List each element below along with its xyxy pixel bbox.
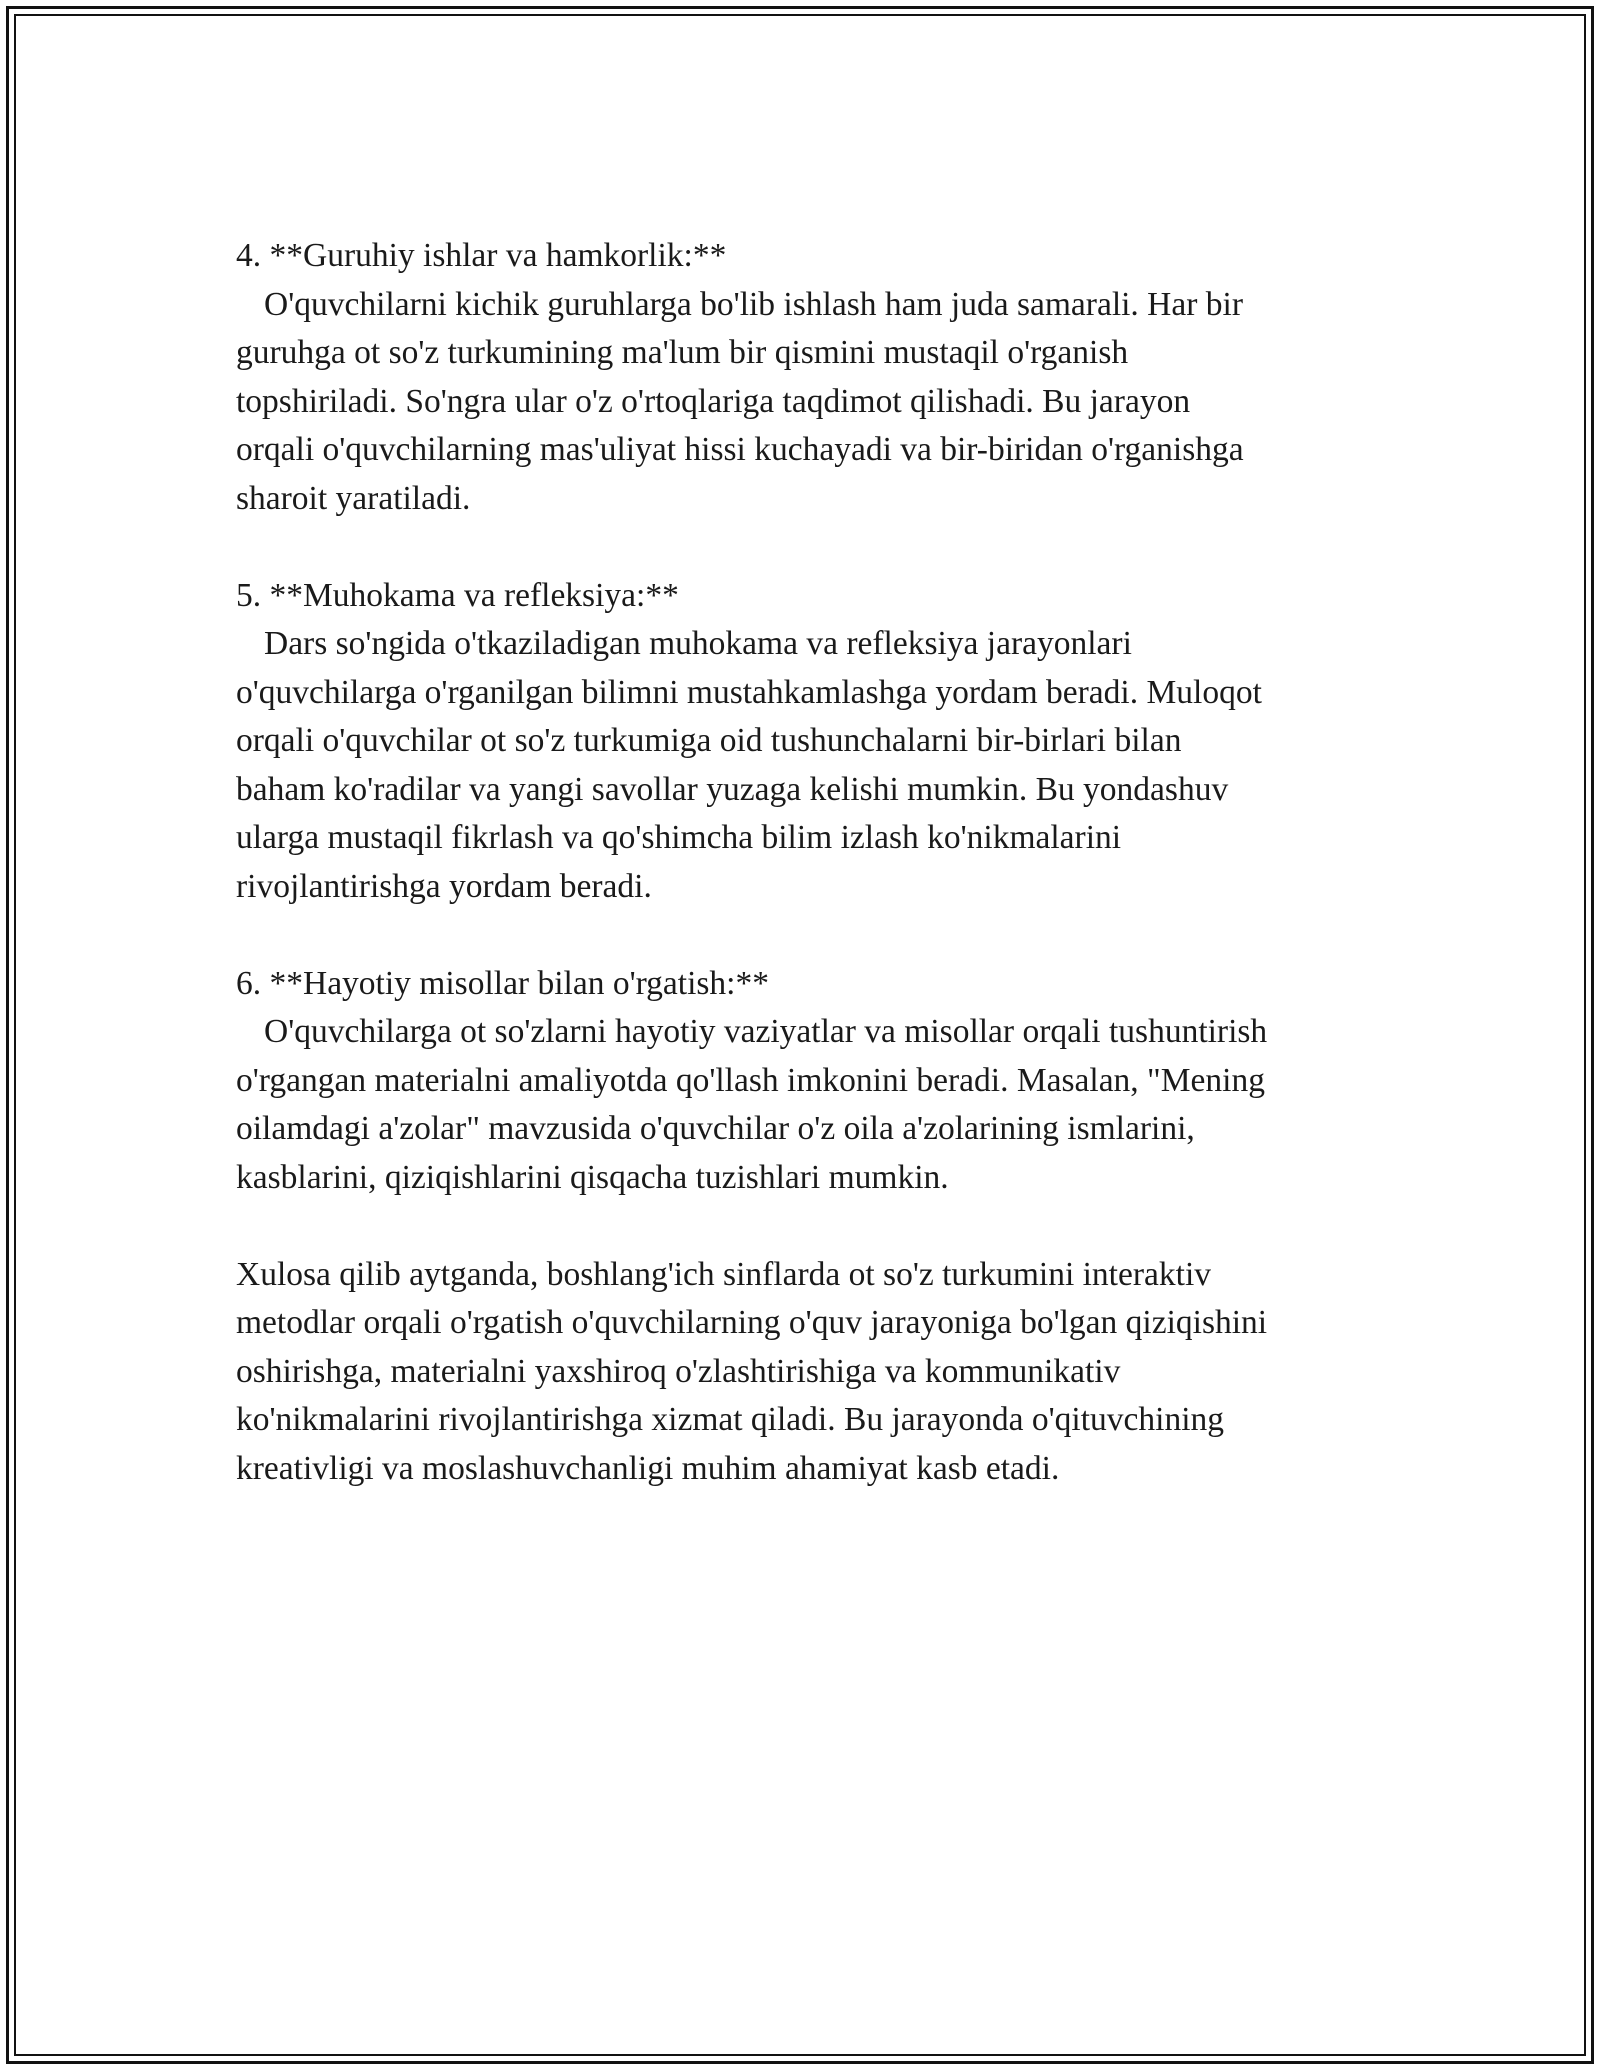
- paragraph-line: ko'nikmalarini rivojlantirishga xizmat qiladi. Bu jarayonda o'qituvchining: [236, 1401, 1225, 1438]
- paragraph-line: o'rgangan materialni amaliyotda qo'llash imkonini beradi. Masalan, "Mening: [236, 1061, 1265, 1099]
- paragraph-line: guruhga ot so'z turkumining ma'lum bir qismini mustaqil o'rganish: [236, 334, 1129, 371]
- paragraph-line: Dars so'ngida o'tkaziladigan muhokama va refleksiya jarayonlari: [264, 625, 1132, 662]
- section-group-work: [236, 232, 1396, 523]
- section-heading: 4. **Guruhiy ishlar va hamkorlik:**: [236, 237, 727, 274]
- paragraph-line: topshiriladi. So'ngra ular o'z o'rtoqlariga taqdimot qilishadi. Bu jarayon: [236, 382, 1191, 420]
- paragraph-line: kasblarini, qiziqishlarini qisqacha tuzishlari mumkin.: [236, 1158, 949, 1196]
- paragraph-line: oilamdagi a'zolar" mavzusida o'quvchilar o'z oila a'zolarining ismlarini,: [236, 1110, 1195, 1147]
- paragraph-line: orqali o'quvchilarning mas'uliyat hissi kuchayadi va bir-biridan o'rganishga: [236, 431, 1244, 468]
- section-conclusion: [236, 1251, 1396, 1494]
- paragraph-line: oshirishga, materialni yaxshiroq o'zlashtirishiga va kommunikativ: [236, 1352, 1121, 1390]
- section-real-life-examples: [236, 960, 1396, 1203]
- section-heading: 5. **Muhokama va refleksiya:**: [236, 576, 679, 614]
- paragraph-line: orqali o'quvchilar ot so'z turkumiga oid tushunchalarni bir-birlari bilan: [236, 722, 1182, 759]
- paragraph-line: Xulosa qilib aytganda, boshlang'ich sinflarda ot so'z turkumini interaktiv: [236, 1255, 1212, 1293]
- paragraph-line: metodlar orqali o'rgatish o'quvchilarning o'quv jarayoniga bo'lgan qiziqishini: [236, 1304, 1268, 1341]
- paragraph-line: ularga mustaqil fikrlash va qo'shimcha bilim izlash ko'nikmalarini: [236, 819, 1122, 856]
- paragraph-line: sharoit yaratiladi.: [236, 479, 471, 517]
- paragraph-line: baham ko'radilar va yangi savollar yuzaga kelishi mumkin. Bu yondashuv: [236, 770, 1229, 808]
- paragraph-line: kreativligi va moslashuvchanligi muhim ahamiyat kasb etadi.: [236, 1449, 1060, 1487]
- section-discussion-reflection: [236, 572, 1396, 912]
- paragraph-line: o'quvchilarga o'rganilgan bilimni mustahkamlashga yordam beradi. Muloqot: [236, 673, 1262, 711]
- paragraph-line: rivojlantirishga yordam beradi.: [236, 867, 652, 905]
- section-heading: 6. **Hayotiy misollar bilan o'rgatish:**: [236, 964, 769, 1002]
- paragraph-line: O'quvchilarni kichik guruhlarga bo'lib ishlash ham juda samarali. Har bir: [264, 285, 1243, 323]
- document-body: [236, 232, 1396, 1542]
- paragraph-line: O'quvchilarga ot so'zlarni hayotiy vaziyatlar va misollar orqali tushuntirish: [264, 1013, 1268, 1050]
